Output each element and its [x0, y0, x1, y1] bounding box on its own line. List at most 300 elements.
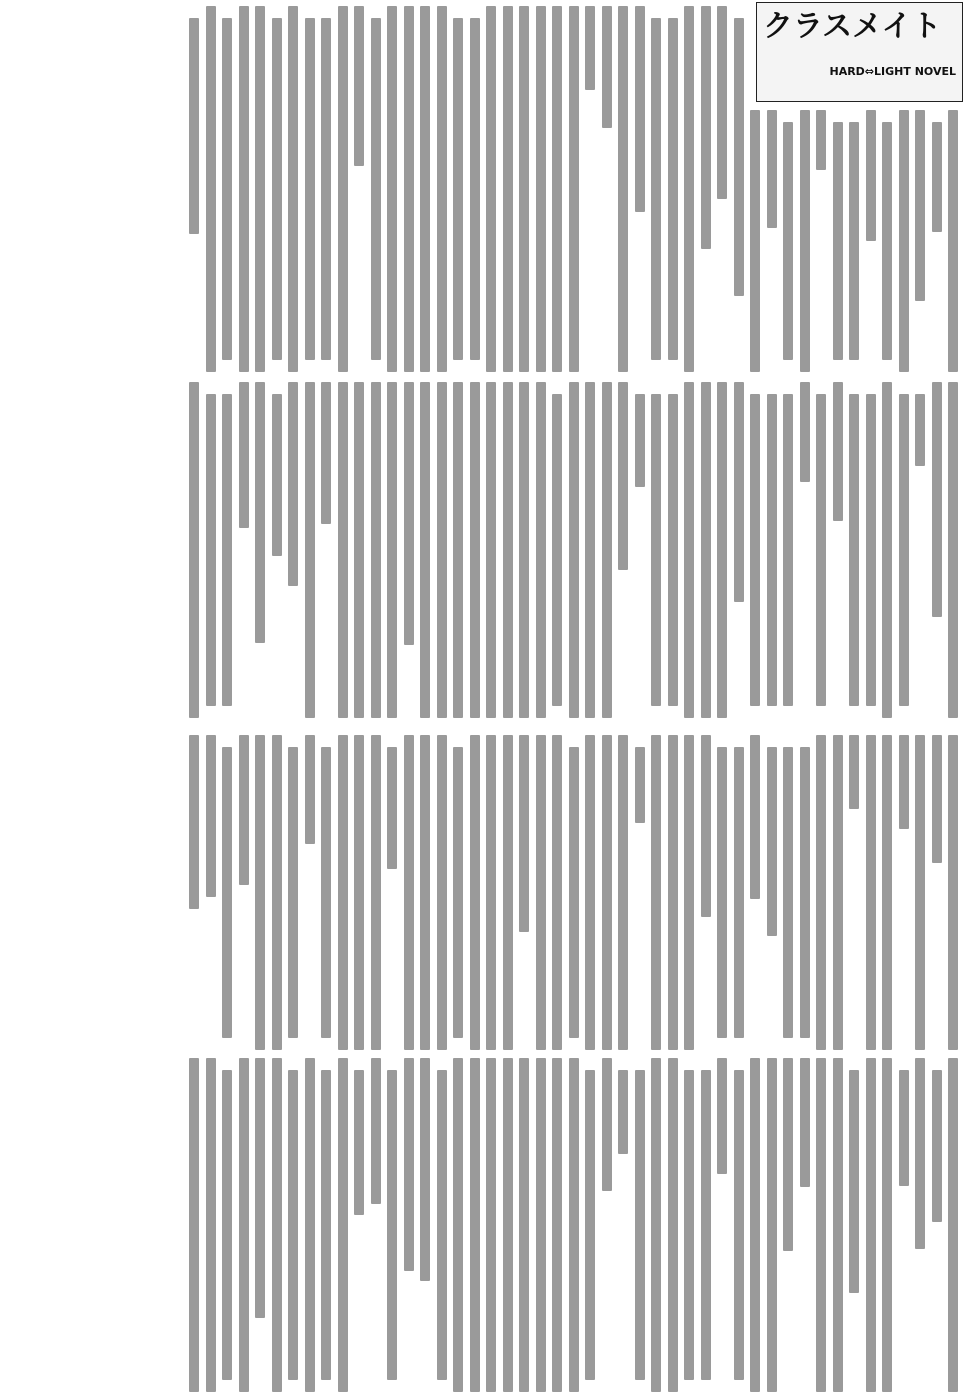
text-column: [914, 382, 925, 718]
redacted-text-line: [437, 382, 447, 718]
redacted-text-line: [915, 110, 925, 301]
text-column: [221, 1058, 232, 1392]
redacted-text-line: [668, 18, 678, 360]
text-column: [914, 735, 925, 1050]
redacted-text-line: [453, 382, 463, 718]
text-column: [254, 382, 265, 718]
redacted-text-line: [866, 735, 876, 1050]
redacted-text-line: [882, 122, 892, 360]
redacted-text-line: [486, 382, 496, 718]
redacted-text-line: [948, 735, 958, 1050]
text-column: [254, 735, 265, 1050]
redacted-text-line: [899, 110, 909, 372]
redacted-text-line: [519, 1058, 529, 1392]
text-column: [221, 735, 232, 1050]
text-column: [337, 735, 348, 1050]
text-column: [205, 382, 216, 718]
text-column: [304, 1058, 315, 1392]
redacted-text-line: [866, 110, 876, 241]
text-column: [799, 382, 810, 718]
redacted-text-line: [387, 382, 397, 718]
redacted-text-line: [305, 18, 315, 360]
redacted-text-line: [288, 6, 298, 372]
text-column: [188, 6, 199, 372]
text-column: [584, 1058, 595, 1392]
text-column: [238, 735, 249, 1050]
redacted-text-line: [684, 382, 694, 718]
redacted-text-line: [255, 6, 265, 372]
text-column: [304, 382, 315, 718]
text-column: [469, 1058, 480, 1392]
redacted-text-line: [552, 735, 562, 1050]
redacted-text-line: [354, 735, 364, 1050]
redacted-text-line: [338, 1058, 348, 1392]
text-column: [683, 1058, 694, 1392]
text-column: [848, 1058, 859, 1392]
text-column: [733, 735, 744, 1050]
redacted-text-line: [503, 735, 513, 1050]
redacted-text-line: [536, 6, 546, 372]
text-column: [419, 382, 430, 718]
text-column: [683, 735, 694, 1050]
redacted-text-line: [783, 394, 793, 706]
text-column: [221, 382, 232, 718]
redacted-text-line: [800, 382, 810, 482]
redacted-text-line: [767, 747, 777, 936]
text-column: [947, 735, 958, 1050]
redacted-text-line: [552, 1058, 562, 1392]
redacted-text-line: [272, 394, 282, 556]
text-column: [485, 6, 496, 372]
redacted-text-line: [239, 1058, 249, 1392]
text-column: [238, 6, 249, 372]
text-column: [749, 382, 760, 718]
redacted-text-line: [899, 735, 909, 829]
text-column: [914, 6, 925, 372]
redacted-text-line: [800, 1058, 810, 1187]
text-column: [485, 1058, 496, 1392]
text-column: [535, 6, 546, 372]
text-column: [221, 6, 232, 372]
text-column: [815, 1058, 826, 1392]
text-column: [337, 1058, 348, 1392]
text-column: [271, 735, 282, 1050]
redacted-text-line: [420, 735, 430, 1050]
redacted-text-line: [371, 382, 381, 718]
redacted-text-line: [915, 394, 925, 466]
text-column: [782, 382, 793, 718]
text-column: [436, 1058, 447, 1392]
text-column: [419, 1058, 430, 1392]
text-column: [320, 382, 331, 718]
text-column: [403, 1058, 414, 1392]
text-column: [799, 735, 810, 1050]
redacted-text-line: [206, 6, 216, 372]
redacted-text-line: [635, 6, 645, 212]
text-column: [452, 1058, 463, 1392]
redacted-text-line: [453, 18, 463, 360]
text-column: [881, 735, 892, 1050]
redacted-text-line: [618, 382, 628, 570]
redacted-text-line: [536, 1058, 546, 1392]
text-column: [271, 1058, 282, 1392]
series-tag: HARD⇔LIGHT NOVEL: [829, 65, 956, 78]
redacted-text-line: [255, 735, 265, 1050]
redacted-text-line: [569, 1058, 579, 1392]
redacted-text-line: [222, 1070, 232, 1380]
text-column: [617, 735, 628, 1050]
redacted-text-line: [866, 394, 876, 706]
redacted-text-line: [552, 394, 562, 706]
text-column: [766, 735, 777, 1050]
text-column: [535, 735, 546, 1050]
text-column: [386, 382, 397, 718]
redacted-text-line: [915, 735, 925, 1050]
text-column: [254, 6, 265, 372]
redacted-text-line: [305, 735, 315, 844]
redacted-text-line: [684, 735, 694, 1050]
redacted-text-line: [668, 394, 678, 706]
redacted-text-line: [321, 382, 331, 524]
redacted-text-line: [816, 1058, 826, 1392]
text-column: [188, 382, 199, 718]
text-column: [320, 6, 331, 372]
text-column: [304, 6, 315, 372]
text-column: [617, 382, 628, 718]
text-column: [403, 735, 414, 1050]
redacted-text-line: [833, 382, 843, 521]
redacted-text-line: [717, 747, 727, 1038]
text-column: [601, 382, 612, 718]
redacted-text-line: [783, 122, 793, 360]
text-column: [865, 735, 876, 1050]
text-column: [947, 382, 958, 718]
text-column: [931, 382, 942, 718]
redacted-text-line: [701, 735, 711, 917]
redacted-text-line: [239, 382, 249, 528]
redacted-text-line: [503, 382, 513, 718]
text-column: [931, 1058, 942, 1392]
redacted-text-line: [948, 382, 958, 718]
redacted-text-line: [734, 18, 744, 296]
redacted-text-line: [321, 1070, 331, 1380]
text-column: [931, 735, 942, 1050]
text-column: [436, 735, 447, 1050]
redacted-text-line: [255, 1058, 265, 1318]
text-column: [749, 6, 760, 372]
redacted-text-line: [882, 382, 892, 718]
text-column: [832, 735, 843, 1050]
redacted-text-line: [849, 735, 859, 809]
text-column: [386, 1058, 397, 1392]
text-column: [518, 6, 529, 372]
text-column: [881, 6, 892, 372]
text-column: [386, 6, 397, 372]
redacted-text-line: [222, 18, 232, 360]
redacted-text-line: [651, 735, 661, 1050]
redacted-text-line: [602, 1058, 612, 1191]
redacted-text-line: [635, 747, 645, 823]
text-column: [551, 735, 562, 1050]
text-column: [898, 735, 909, 1050]
redacted-text-line: [321, 747, 331, 1038]
redacted-text-line: [305, 382, 315, 718]
text-column: [733, 1058, 744, 1392]
text-column: [370, 382, 381, 718]
redacted-text-line: [272, 18, 282, 360]
redacted-text-line: [453, 1058, 463, 1392]
text-column: [370, 6, 381, 372]
redacted-text-line: [833, 1058, 843, 1392]
redacted-text-line: [948, 110, 958, 372]
text-column: [353, 735, 364, 1050]
text-column: [848, 735, 859, 1050]
redacted-text-line: [932, 382, 942, 617]
text-column: [667, 735, 678, 1050]
redacted-text-line: [701, 1070, 711, 1380]
redacted-text-line: [404, 382, 414, 645]
text-column: [947, 6, 958, 372]
redacted-text-line: [536, 382, 546, 718]
redacted-text-line: [371, 18, 381, 360]
redacted-text-line: [767, 1058, 777, 1392]
text-column: [436, 6, 447, 372]
redacted-text-line: [470, 1058, 480, 1392]
redacted-text-line: [701, 6, 711, 249]
text-column: [238, 382, 249, 718]
text-column: [815, 735, 826, 1050]
redacted-text-line: [338, 382, 348, 718]
text-column: [667, 6, 678, 372]
redacted-text-line: [272, 1058, 282, 1392]
redacted-text-line: [470, 735, 480, 1050]
text-column: [716, 1058, 727, 1392]
text-column: [452, 6, 463, 372]
redacted-text-line: [437, 6, 447, 372]
text-column: [650, 1058, 661, 1392]
text-column: [568, 382, 579, 718]
text-column: [337, 6, 348, 372]
text-column: [799, 6, 810, 372]
redacted-text-line: [519, 382, 529, 718]
text-column: [320, 735, 331, 1050]
text-column: [452, 382, 463, 718]
redacted-text-line: [321, 18, 331, 360]
text-column: [188, 735, 199, 1050]
text-column: [568, 6, 579, 372]
text-column: [518, 1058, 529, 1392]
text-column: [700, 6, 711, 372]
redacted-text-line: [668, 735, 678, 1050]
text-column: [782, 1058, 793, 1392]
redacted-text-line: [816, 735, 826, 1050]
redacted-text-line: [486, 1058, 496, 1392]
redacted-text-line: [750, 735, 760, 899]
redacted-text-line: [602, 735, 612, 1050]
redacted-text-line: [338, 735, 348, 1050]
redacted-text-line: [618, 735, 628, 1050]
redacted-text-line: [833, 122, 843, 360]
text-column: [733, 6, 744, 372]
text-band: [170, 735, 959, 1050]
text-column: [452, 735, 463, 1050]
redacted-text-line: [503, 6, 513, 372]
redacted-text-line: [816, 394, 826, 706]
text-column: [865, 6, 876, 372]
redacted-text-line: [486, 6, 496, 372]
text-column: [766, 382, 777, 718]
text-column: [832, 382, 843, 718]
text-column: [502, 382, 513, 718]
redacted-text-line: [932, 122, 942, 232]
redacted-text-line: [816, 110, 826, 170]
text-column: [584, 735, 595, 1050]
redacted-text-line: [948, 1058, 958, 1392]
redacted-text-line: [635, 1070, 645, 1380]
redacted-text-line: [189, 1058, 199, 1392]
text-column: [353, 382, 364, 718]
redacted-text-line: [387, 747, 397, 869]
text-column: [601, 6, 612, 372]
redacted-text-line: [486, 735, 496, 1050]
redacted-text-line: [932, 1070, 942, 1222]
redacted-text-line: [717, 6, 727, 199]
text-column: [898, 382, 909, 718]
text-column: [898, 6, 909, 372]
text-column: [848, 6, 859, 372]
text-column: [205, 1058, 216, 1392]
text-column: [766, 6, 777, 372]
text-column: [304, 735, 315, 1050]
text-column: [667, 1058, 678, 1392]
redacted-text-line: [618, 6, 628, 372]
text-column: [700, 382, 711, 718]
redacted-text-line: [189, 18, 199, 234]
text-column: [617, 1058, 628, 1392]
redacted-text-line: [305, 1058, 315, 1392]
text-column: [700, 1058, 711, 1392]
redacted-text-line: [701, 382, 711, 718]
redacted-text-line: [437, 1070, 447, 1380]
text-column: [914, 1058, 925, 1392]
redacted-text-line: [536, 735, 546, 1050]
text-column: [601, 1058, 612, 1392]
text-column: [865, 382, 876, 718]
text-column: [287, 382, 298, 718]
text-column: [353, 6, 364, 372]
redacted-text-line: [585, 382, 595, 718]
text-column: [700, 735, 711, 1050]
redacted-text-line: [420, 1058, 430, 1281]
text-column: [551, 6, 562, 372]
redacted-text-line: [882, 735, 892, 1050]
redacted-text-line: [635, 394, 645, 487]
text-column: [370, 1058, 381, 1392]
text-column: [782, 6, 793, 372]
redacted-text-line: [569, 6, 579, 372]
text-column: [650, 735, 661, 1050]
text-column: [848, 382, 859, 718]
redacted-text-line: [552, 6, 562, 372]
text-column: [518, 382, 529, 718]
redacted-text-line: [585, 1070, 595, 1380]
text-column: [617, 6, 628, 372]
redacted-text-line: [239, 735, 249, 885]
redacted-text-line: [899, 394, 909, 706]
text-column: [469, 382, 480, 718]
redacted-text-line: [239, 6, 249, 372]
redacted-text-line: [684, 1070, 694, 1380]
redacted-text-line: [206, 394, 216, 706]
redacted-text-line: [651, 394, 661, 706]
redacted-text-line: [371, 735, 381, 1050]
redacted-text-line: [750, 394, 760, 706]
text-column: [419, 6, 430, 372]
redacted-text-line: [882, 1058, 892, 1392]
redacted-text-line: [519, 735, 529, 932]
text-column: [535, 382, 546, 718]
redacted-text-line: [602, 382, 612, 718]
text-column: [386, 735, 397, 1050]
text-column: [815, 6, 826, 372]
text-column: [238, 1058, 249, 1392]
text-column: [832, 6, 843, 372]
text-band: [170, 6, 959, 372]
redacted-text-line: [387, 6, 397, 372]
text-column: [749, 735, 760, 1050]
text-column: [205, 735, 216, 1050]
redacted-text-line: [849, 1070, 859, 1293]
text-column: [502, 6, 513, 372]
redacted-text-line: [651, 1058, 661, 1392]
text-column: [271, 382, 282, 718]
redacted-text-line: [849, 122, 859, 360]
text-column: [502, 1058, 513, 1392]
redacted-text-line: [750, 110, 760, 372]
text-column: [634, 1058, 645, 1392]
text-column: [832, 1058, 843, 1392]
text-column: [254, 1058, 265, 1392]
redacted-text-line: [206, 1058, 216, 1392]
text-column: [188, 1058, 199, 1392]
text-column: [881, 1058, 892, 1392]
text-column: [634, 6, 645, 372]
redacted-text-line: [767, 394, 777, 706]
redacted-text-line: [767, 110, 777, 228]
redacted-text-line: [783, 747, 793, 1038]
text-band: [170, 382, 959, 718]
text-column: [650, 6, 661, 372]
redacted-text-line: [189, 735, 199, 909]
redacted-text-line: [833, 735, 843, 1050]
redacted-text-line: [338, 6, 348, 372]
text-column: [469, 735, 480, 1050]
redacted-text-line: [470, 18, 480, 360]
redacted-text-line: [783, 1058, 793, 1251]
text-column: [403, 382, 414, 718]
redacted-text-line: [569, 382, 579, 718]
text-band: [170, 1058, 959, 1392]
text-column: [485, 735, 496, 1050]
redacted-text-line: [734, 382, 744, 602]
redacted-text-line: [404, 1058, 414, 1271]
redacted-text-line: [800, 747, 810, 1038]
text-column: [634, 382, 645, 718]
redacted-text-line: [849, 394, 859, 706]
redacted-text-line: [437, 735, 447, 1050]
text-column: [205, 6, 216, 372]
redacted-text-line: [288, 382, 298, 586]
